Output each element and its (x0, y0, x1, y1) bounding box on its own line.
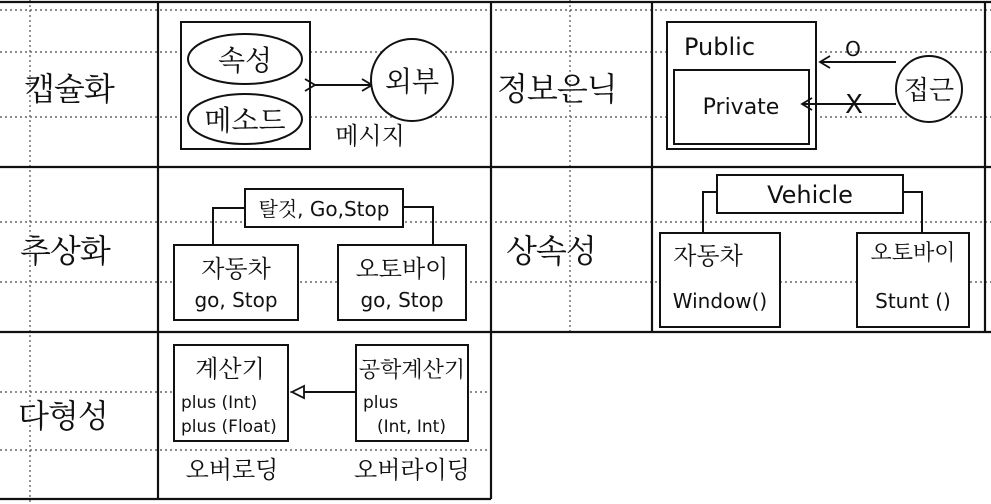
abstraction-parent-label: 탈것, Go,Stop (258, 197, 390, 221)
overriding-label: 오버라이딩 (354, 456, 470, 484)
inheritance-section (506, 175, 969, 327)
term-information-hiding: 정보은닉 (497, 70, 617, 108)
abstraction-connector-right (403, 207, 433, 245)
inheritance-child1-op: Window() (672, 289, 768, 313)
external-label: 외부 (384, 65, 440, 98)
denied-mark: X (845, 90, 863, 120)
calculator-op2: plus (Float) (181, 417, 277, 437)
public-label: Public (684, 33, 756, 61)
term-polymorphism: 다형성 (18, 397, 108, 435)
abstraction-section (20, 189, 466, 320)
calculator-name: 계산기 (195, 355, 265, 383)
attribute-label: 속성 (217, 44, 273, 77)
engineering-calculator-name: 공학계산기 (358, 358, 466, 383)
inheritance-connector-right (903, 192, 922, 233)
term-inheritance: 상속성 (506, 232, 596, 270)
abstraction-child2-ops: go, Stop (360, 288, 444, 312)
engineering-calculator-op1: plus (363, 393, 399, 413)
private-label: Private (702, 95, 780, 120)
encapsulation-section (24, 22, 453, 150)
inheritance-parent-label: Vehicle (767, 181, 853, 209)
calculator-op1: plus (Int) (181, 393, 258, 413)
abstraction-child1-ops: go, Stop (194, 288, 278, 312)
engineering-calculator-op2: (Int, Int) (377, 417, 446, 437)
inheritance-child2-op: Stunt () (875, 289, 951, 313)
abstraction-child2-name: 오토바이 (355, 255, 449, 283)
polymorphism-section (18, 345, 470, 484)
method-label: 메소드 (204, 104, 286, 137)
term-abstraction: 추상화 (20, 232, 110, 270)
allowed-mark: O (845, 37, 861, 61)
inheritance-child2-name: 오토바이 (870, 241, 956, 266)
abstraction-child1-name: 자동차 (201, 255, 271, 283)
term-encapsulation: 캡슐화 (24, 70, 114, 108)
message-label: 메시지 (335, 122, 405, 150)
access-label: 접근 (903, 76, 955, 106)
overloading-label: 오버로딩 (185, 456, 279, 484)
inheritance-connector-left (703, 192, 717, 233)
information-hiding-section (497, 22, 962, 149)
inheritance-child1-name: 자동차 (673, 242, 743, 270)
